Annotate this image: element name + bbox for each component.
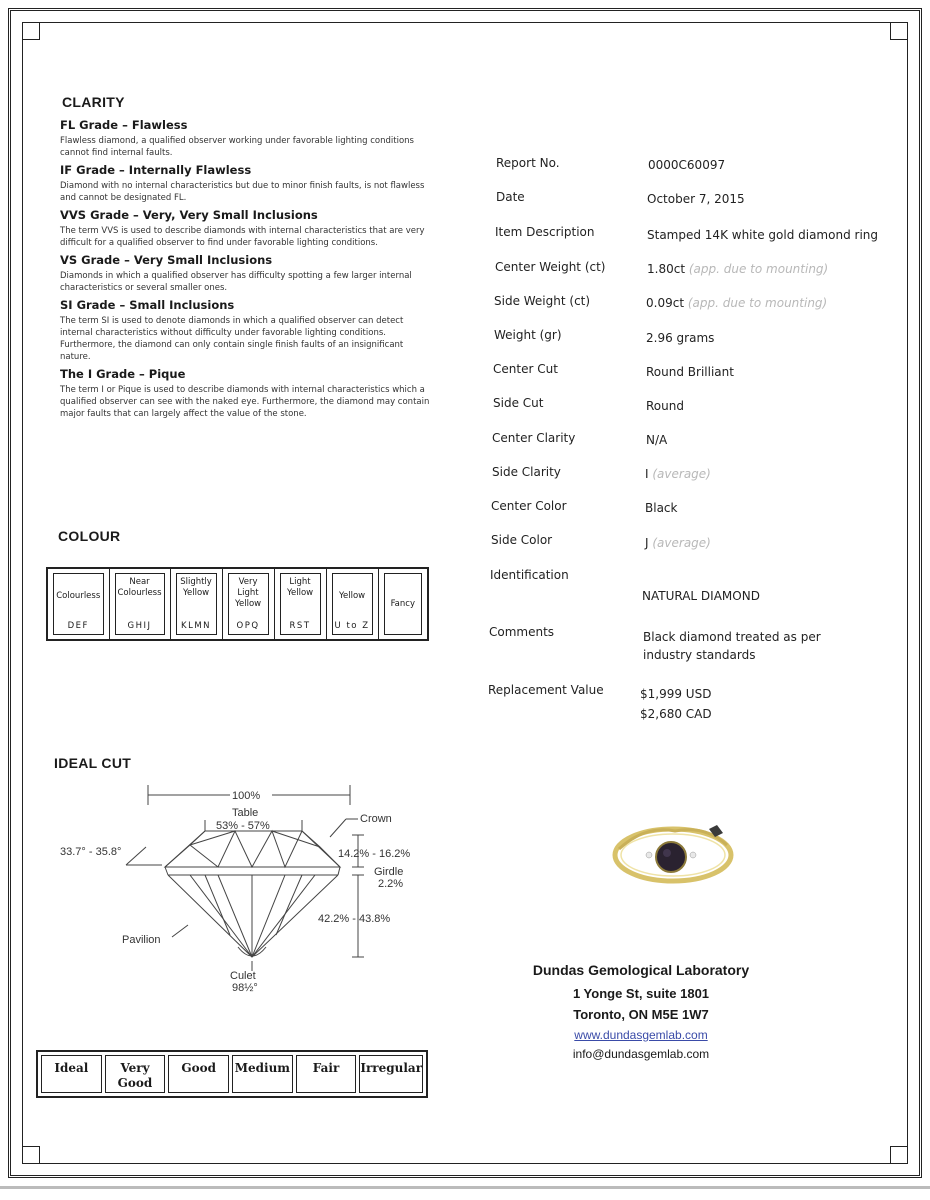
cut-grade-cell: Good [168, 1055, 229, 1093]
culet-label: Culet [230, 970, 256, 982]
grade-title: VS Grade – Very Small Inclusions [60, 253, 273, 267]
colour-cell-name: Near Colourless [117, 577, 162, 598]
report-value-note: (app. due to mounting) [688, 262, 829, 276]
report-value [645, 536, 711, 550]
clarity-grade [60, 118, 430, 159]
report-label: Report No. [496, 156, 560, 170]
table-label: Table [232, 807, 259, 819]
colour-cell-name: Fancy [390, 598, 415, 609]
colour-cell [170, 568, 222, 640]
grade-description: Diamonds in which a qualified observer has difficulty spotting a few larger internal characteristics or several smaller ones. [60, 271, 412, 293]
report-value-note: (app. due to mounting) [687, 296, 828, 310]
replacement-value-cad: $2,680 CAD [640, 707, 712, 721]
scan-edge [0, 1186, 930, 1189]
crown-height-label: 14.2% - 16.2% [338, 848, 411, 860]
crown-label: Crown [360, 813, 392, 825]
colour-cell [47, 568, 109, 640]
colour-cell [274, 568, 326, 640]
cut-grade-cell: Fair [296, 1055, 357, 1093]
corner-ornament [22, 1146, 40, 1164]
colour-cell [222, 568, 274, 640]
corner-ornament [890, 1146, 908, 1164]
ideal-cut-heading: IDEAL CUT [54, 755, 132, 771]
colour-cell [109, 568, 170, 640]
report-label: Side Clarity [492, 465, 561, 479]
grade-description: The term I or Pique is used to describe diamonds with internal characteristics which a qualified observer can see with the naked eye. Furthermore, the diamond may contain major faults that can largely affect the value of the stone. [60, 385, 430, 419]
cut-grade-cell: Ideal [41, 1055, 102, 1093]
pavilion-depth-label: 42.2% - 43.8% [318, 913, 391, 925]
culet-value-label: 98½° [232, 982, 258, 994]
ring-photo [605, 815, 740, 895]
colour-cell-grades: KLMN [181, 621, 212, 631]
report-value [647, 262, 828, 276]
lab-address-line1: 1 Yonge St, suite 1801 [572, 986, 710, 1001]
colour-cell-grades: RST [289, 621, 311, 631]
clarity-grade [60, 208, 430, 249]
table-range-label: 53% - 57% [216, 820, 270, 832]
report-value-main: 0.09ct [646, 296, 685, 310]
report-value-note: (average) [652, 536, 711, 550]
report-label: Center Weight (ct) [495, 260, 606, 274]
report-label: Comments [489, 625, 555, 639]
grade-description: Flawless diamond, a qualified observer working under favorable lighting conditions cannot find internal faults. [60, 136, 414, 158]
clarity-grade-list [60, 118, 430, 424]
cut-grade-cell: Medium [232, 1055, 293, 1093]
colour-cell [326, 568, 378, 640]
clarity-heading: CLARITY [62, 94, 125, 110]
report-value-note: (average) [652, 467, 711, 481]
corner-ornament [890, 22, 908, 40]
colour-cell-grades: GHIJ [127, 621, 152, 631]
report-value: October 7, 2015 [647, 192, 745, 206]
report-value: 0000C60097 [648, 158, 726, 172]
report-value: Stamped 14K white gold diamond ring [647, 228, 878, 242]
colour-cell-name: Colourless [56, 591, 101, 601]
report-label: Side Color [491, 533, 553, 547]
report-label: Weight (gr) [494, 328, 562, 342]
colour-cell-grades: OPQ [236, 621, 260, 631]
grade-title: VVS Grade – Very, Very Small Inclusions [60, 208, 318, 222]
colour-scale-table [46, 567, 429, 641]
grade-title: IF Grade – Internally Flawless [60, 163, 252, 177]
report-label: Item Description [495, 225, 595, 239]
diamond-cut-diagram [40, 775, 440, 1000]
report-value: NATURAL DIAMOND [642, 589, 760, 603]
clarity-grade [60, 163, 430, 204]
report-value: Black diamond treated as per industry standards [643, 630, 821, 662]
replacement-value-usd: $1,999 USD [640, 687, 712, 701]
colour-heading: COLOUR [58, 528, 121, 544]
report-value [646, 296, 827, 310]
report-label: Side Cut [493, 396, 544, 410]
clarity-grade [60, 298, 430, 363]
lab-website-link[interactable]: www.dundasgemlab.com [574, 1028, 708, 1042]
colour-cell [378, 568, 428, 640]
report-value: Round Brilliant [646, 365, 734, 379]
lab-address-line2: Toronto, ON M5E 1W7 [573, 1007, 709, 1022]
grade-description: The term SI is used to denote diamonds in which a qualified observer can detect internal characteristics without difficulty under favorable lighting conditions. Furthermore, the diamond can only contain single finish faults of an insignificant nature. [60, 316, 404, 362]
cut-grade-cell: Very Good [105, 1055, 166, 1093]
corner-ornament [22, 22, 40, 40]
clarity-grade [60, 367, 430, 420]
colour-cell-grades: U to Z [334, 621, 370, 631]
crown-angle-label: 33.7° - 35.8° [60, 846, 122, 858]
report-label: Center Color [491, 499, 567, 513]
lab-name: Dundas Gemological Laboratory [532, 962, 750, 978]
width-label: 100% [232, 790, 261, 802]
report-label: Side Weight (ct) [494, 294, 591, 308]
grade-description: Diamond with no internal characteristics but due to minor finish faults, is not flawless and cannot be designated FL. [60, 181, 425, 203]
report-value: N/A [646, 433, 668, 447]
pavilion-label: Pavilion [122, 934, 161, 946]
report-label: Center Cut [493, 362, 558, 376]
cut-grade-cell: Irregular [359, 1055, 423, 1093]
report-value-main: I [645, 467, 649, 481]
colour-cell-name: Light Yellow [286, 577, 314, 598]
report-value: 2.96 grams [646, 331, 715, 345]
report-label: Center Clarity [492, 431, 576, 445]
colour-cell-name: Slightly Yellow [180, 577, 212, 598]
colour-cell-grades: DEF [67, 621, 89, 631]
report-value-main: 1.80ct [647, 262, 686, 276]
report-label: Date [496, 190, 525, 204]
colour-cell-name: Very Light Yellow [234, 577, 262, 609]
grade-description: The term VVS is used to describe diamonds with internal characteristics that are very difficult for a qualified observer to find under favorable lighting conditions. [60, 226, 425, 248]
lab-email: info@dundasgemlab.com [572, 1047, 710, 1061]
cut-grade-scale [36, 1050, 428, 1098]
report-value [640, 684, 712, 724]
girdle-label: Girdle [374, 866, 404, 878]
colour-cell-name: Yellow [338, 591, 366, 601]
report-label: Replacement Value [488, 683, 604, 697]
clarity-grade [60, 253, 430, 294]
girdle-value-label: 2.2% [378, 878, 404, 890]
report-value: Round [646, 399, 684, 413]
report-value [645, 467, 711, 481]
report-value: Black [645, 501, 678, 515]
grade-title: FL Grade – Flawless [60, 118, 188, 132]
report-value-main: J [645, 536, 649, 550]
report-label: Identification [490, 568, 569, 582]
grade-title: SI Grade – Small Inclusions [60, 298, 235, 312]
grade-title: The I Grade – Pique [60, 367, 186, 381]
